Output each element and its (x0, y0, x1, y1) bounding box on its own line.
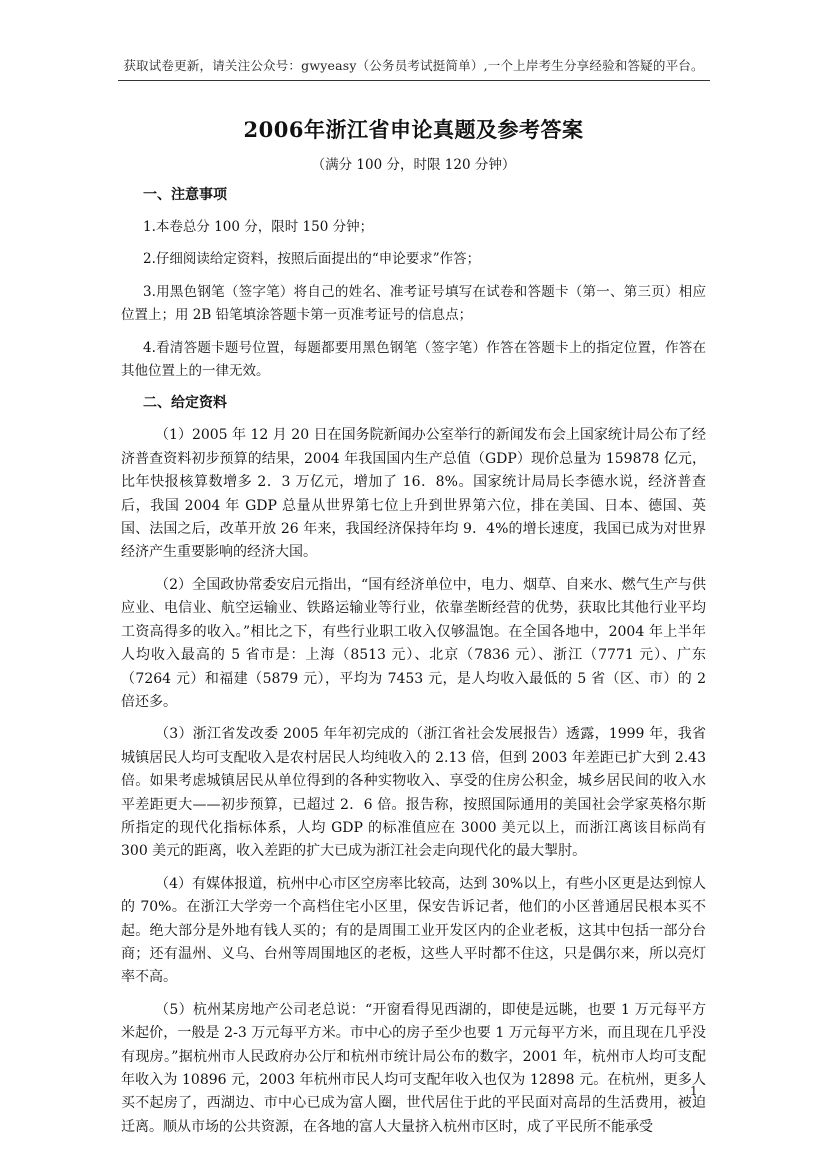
note-item-3: 3.用黑色钢笔（签字笔）将自己的姓名、准考证号填写在试卷和答题卡（第一、第三页）相应位置上；用 2B 铅笔填涂答题卡第一页准考证号的信息点； (121, 283, 706, 324)
document-subtitle: （满分 100 分，时限 120 分钟） (311, 157, 516, 173)
note-item-2: 2.仔细阅读给定资料，按照后面提出的“申论要求”作答； (143, 251, 481, 268)
header-notice: 获取试卷更新，请关注公众号：gwyeasy（公务员考试挺简单）,一个上岸考生分享经验和答疑的平台。 (123, 58, 704, 73)
note-item-1: 1.本卷总分 100 分，限时 150 分钟； (143, 219, 374, 235)
material-paragraph-2: （2）全国政协常委安启元指出，“国有经济单位中，电力、烟草、自来水、燃气生产与供应业、电信业、航空运输业、铁路运输业等行业，依靠垄断经营的优势，获取比其他行业平均工资高得多的收入。”相比之下，有些行业职工收入仅够温饱。在全国各地中，2004 年上半年人均收入最高的 5 省市是：上海（8513 元）、北京（7836 元）、浙江（7771 元）、广东（7264 元）和福建（5879 元），平均为 7453 元，是人均收入最低的 5 省（区、市）的 2 倍还多。 (121, 576, 706, 710)
notes-heading: 一、注意事项 (143, 187, 227, 203)
document-body (121, 178, 706, 1148)
header-divider (118, 80, 710, 81)
note-item-4: 4.看清答题卡题号位置，每题都要用黑色钢笔（签字笔）作答在答题卡上的指定位置，作答在其他位置上的一律无效。 (121, 339, 706, 380)
document-title: 2006年浙江省申论真题及参考答案 (243, 117, 584, 142)
material-paragraph-4: （4）有媒体报道，杭州中心市区空房率比较高，达到 30%以上，有些小区更是达到惊人的 70%。在浙江大学旁一个高档住宅小区里，保安告诉记者，他们的小区普通居民根本买不起。绝大部分是外地有钱人买的；有的是周围工业开发区内的企业老板，这其中包括一部分台商；还有温州、义乌、台州等周围地区的老板，这些人平时都不住这，只是偶尔来，所以亮灯率不高。 (121, 875, 706, 986)
material-paragraph-1: （1）2005 年 12 月 20 日在国务院新闻办公室举行的新闻发布会上国家统计局公布了经济普查资料初步预算的结果，2004 年我国国内生产总值（GDP）现价总量为 159878 亿元，比年快报核算数增多 2．3 万亿元，增加了 16．8%。国家统计局局长李德水说，经济普查后，我国 2004 年 GDP 总量从世界第七位上升到世界第六位，排在美国、日本、德国、英国、法国之后，改革开放 26 年来，我国经济保持年均 9．4%的增长速度，我国已成为对世界经济产生重要影响的经济大国。 (121, 427, 706, 561)
page-number: 1 (690, 1084, 698, 1098)
material-paragraph-5: （5）杭州某房地产公司老总说：“开窗看得见西湖的，即使是远眺，也要 1 万元每平方米起价，一般是 2-3 万元每平方米。市中心的房子至少也要 1 万元每平方米，而且现在几乎没有现房。”据杭州市人民政府办公厅和杭州市统计局公布的数字，2001 年，杭州市人均可支配年收入为 10896 元，2003 年杭州市民人均可支配年收入也仅为 12898 元。在杭州，更多人买不起房了，西湖边、市中心已成为富人圈，世代居住于此的平民面对高昂的生活费用，被迫迁离。顺从市场的公共资源，在各地的富人大量挤入杭州市区时，成了平民所不能承受 (121, 1001, 706, 1135)
material-paragraph-3: （3）浙江省发改委 2005 年年初完成的（浙江省社会发展报告）透露，1999 年，我省城镇居民人均可支配收入是农村居民人均纯收入的 2.13 倍，但到 2003 年差距已扩大到 2.43 倍。如果考虑城镇居民从单位得到的各种实物收入、享受的住房公积金，城乡居民间的收入水平差距更大——初步预算，已超过 2．6 倍。报告称，按照国际通用的美国社会学家英格尔斯所指定的现代化指标体系，人均 GDP 的标准值应在 3000 美元以上，而浙江离该目标尚有 300 美元的距离，收入差距的扩大已成为浙江社会走向现代化的最大掣肘。 (121, 726, 706, 860)
materials-heading: 二、给定资料 (143, 395, 227, 412)
